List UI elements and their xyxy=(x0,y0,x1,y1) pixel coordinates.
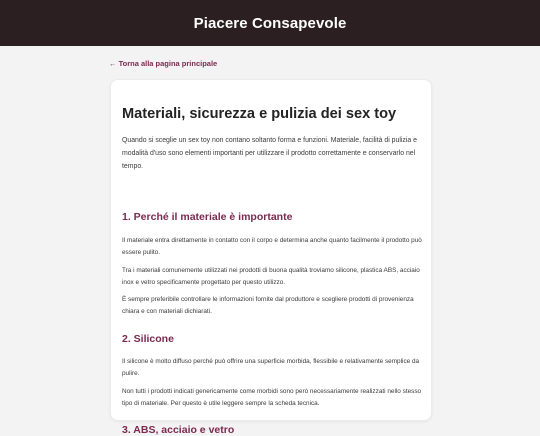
article-card xyxy=(110,79,432,436)
section-2-paragraph-2: Non tutti i prodotti indicati genericamente come morbidi sono però necessariamente realizzati nello stesso tipo di materiale. Per questo è utile leggere sempre la scheda tecnica. xyxy=(122,388,422,408)
article-content xyxy=(122,105,422,436)
article-intro: Quando si sceglie un sex toy non contano soltanto forma e funzioni. Materiale, facilità di pulizia e modalità d'uso sono elementi importanti per utilizzare il prodotto correttamente e conservarlo nel tempo. xyxy=(122,137,417,171)
section-2-paragraph-1: Il silicone è molto diffuso perché può offrire una superficie morbida, flessibile e relativamente semplice da pulire. xyxy=(122,358,420,378)
back-to-home-link[interactable]: ← Torna alla pagina principale xyxy=(109,59,218,68)
section-heading-3: 3. ABS, acciaio e vetro xyxy=(122,424,235,436)
section-1-paragraph-1: Il materiale entra direttamente in contatto con il corpo e determina anche quanto facilmente il prodotto può essere pulito. xyxy=(122,237,422,257)
site-title[interactable]: Piacere Consapevole xyxy=(193,14,347,32)
article-title: Materiali, sicurezza e pulizia dei sex toy xyxy=(122,106,397,122)
section-heading-1: 1. Perché il materiale è importante xyxy=(122,211,293,223)
section-heading-2: 2. Silicone xyxy=(122,333,174,345)
site-header xyxy=(0,0,540,46)
section-1-paragraph-3: È sempre preferibile controllare le informazioni fornite dal produttore e scegliere prodotti di provenienza chiara e con materiali dichiarati. xyxy=(122,296,414,316)
section-1-paragraph-2: Tra i materiali comunemente utilizzati nei prodotti di buona qualità troviamo silicone, plastica ABS, acciaio inox e vetro specificamente progettato per questo utilizzo. xyxy=(122,267,420,287)
